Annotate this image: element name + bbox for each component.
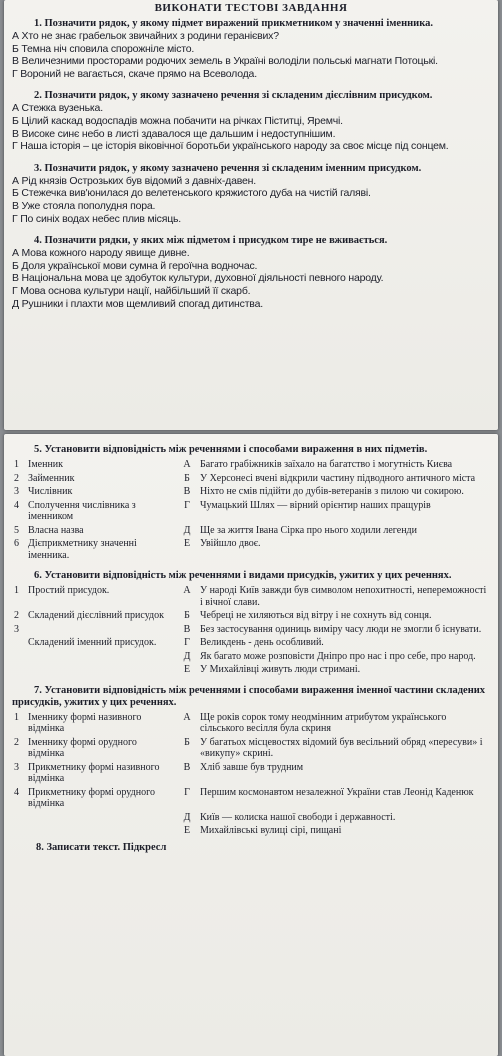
- left-item: Складений іменний присудок.: [28, 637, 157, 648]
- row-number: 3: [14, 623, 19, 635]
- option: Г Вороний не вагається, скаче прямо на Всеволода.: [12, 67, 257, 80]
- left-item: Числівник: [28, 486, 73, 497]
- question-6-title: 6. Установити відповідність між реченнями і видами присудків, ужитих у цих реченнях.: [34, 570, 452, 581]
- row-number: 2: [14, 610, 19, 621]
- right-item: Ще років сорок тому неодмінним атрибутом українського сільського весілля була скриня: [200, 711, 447, 734]
- option: А Хто не знає грабельок звичайних з родини геранієвих?: [12, 30, 279, 42]
- table-row: [12, 499, 490, 524]
- row-number: [12, 824, 26, 838]
- page-header: ВИКОНАТИ ТЕСТОВІ ЗАВДАННЯ: [154, 2, 348, 14]
- row-number: 1: [14, 711, 19, 723]
- option: А Мова кожного народу явище дивне.: [12, 247, 190, 260]
- right-item: Чебреці не хиляються від вітру і не сохнуть від сонця.: [200, 610, 432, 621]
- right-item: Ще за життя Івана Сірка про нього ходили легенди: [200, 524, 417, 536]
- left-item: [26, 824, 176, 838]
- option: В Високе синє небо в листі здавалося ще дальшим і недоступнішим.: [12, 127, 336, 140]
- letter-key: А: [183, 711, 191, 723]
- table-row: [12, 811, 490, 825]
- right-item: Увійшло двоє.: [200, 538, 261, 549]
- letter-key: Б: [184, 610, 190, 621]
- letter-key: Д: [183, 650, 191, 662]
- letter-key: А: [183, 459, 191, 470]
- table-row: [12, 761, 490, 786]
- right-item: У народі Київ завжди був символом непохитності, непереможності і вічної слави.: [200, 585, 487, 608]
- row-number: 6: [14, 538, 19, 549]
- letter-key: Б: [184, 472, 190, 484]
- question-7-title: 7. Установити відповідність між реченнями і способами вираження іменної частини складених присудків, ужитих у цих реченнях.: [12, 684, 486, 708]
- right-item: Михайлівські вулиці сірі, пищані: [200, 825, 342, 836]
- table-row: [12, 736, 490, 761]
- row-number: [12, 811, 26, 825]
- row-number: 3: [14, 486, 19, 497]
- letter-key: Е: [183, 538, 191, 549]
- letter-key: Е: [183, 664, 191, 675]
- letter-key: Д: [183, 524, 191, 536]
- table-row: [12, 524, 490, 538]
- row-number: [12, 650, 26, 664]
- left-item: Займенник: [28, 472, 75, 484]
- left-item: Дієприкметнику значенні іменника.: [28, 538, 137, 561]
- question-4-options: [12, 247, 490, 310]
- right-item: Багато грабіжників заїхало на багатство і могутність Києва: [200, 459, 453, 470]
- table-row: [12, 537, 490, 562]
- right-item: У багатьох місцевостях відомий був весільний обряд «пересуви» і «викупу» скрині.: [200, 736, 483, 759]
- row-number: 4: [14, 786, 19, 798]
- row-number: 1: [14, 585, 19, 596]
- question-2-title: 2. Позначити рядок, у якому зазначено речення зі складеним дієслівним присудком.: [34, 90, 433, 102]
- letter-key: А: [183, 585, 191, 596]
- left-item: [26, 663, 176, 677]
- letter-key: Г: [184, 499, 190, 511]
- option: А Стежка вузенька.: [12, 102, 103, 115]
- option: Г По синіх водах небес плив місяць.: [12, 212, 182, 225]
- letter-key: В: [183, 486, 191, 497]
- upper-page: [4, 0, 498, 430]
- right-item: Без застосування одиниць виміру часу люди не змогли б існувати.: [200, 623, 482, 635]
- row-number: 2: [14, 736, 19, 748]
- option: В Національна мова це здобуток культури, духовної діяльності певного народу.: [12, 272, 384, 285]
- left-item: [26, 811, 176, 825]
- option: Г Наша історія – це історія віковічної боротьби українського народу за своє місце під сонцем.: [12, 140, 449, 153]
- left-item: Прикметнику формі орудного відмінка: [28, 786, 155, 809]
- left-item: Сполучення числівника з іменником: [28, 499, 136, 522]
- table-row: [12, 663, 490, 677]
- letter-key: В: [183, 761, 191, 773]
- row-number: 5: [14, 524, 19, 536]
- right-item: Великдень - день особливий.: [200, 637, 324, 648]
- table-row: [12, 485, 490, 499]
- right-item: Першим космонавтом незалежної України став Леонід Каденюк: [200, 786, 474, 798]
- row-number: 1: [14, 459, 19, 470]
- letter-key: Б: [184, 736, 190, 748]
- question-1-title: 1. Позначити рядок, у якому підмет виражений прикметником у значенні іменника.: [34, 18, 433, 29]
- left-item: Складений дієслівний присудок: [28, 610, 165, 621]
- left-item: Іменнику формі орудного відмінка: [28, 736, 137, 759]
- left-item: Прикметнику формі називного відмінка: [28, 761, 160, 784]
- option: А Рід князів Острозьких був відомий з давніх-давен.: [12, 174, 256, 187]
- right-item: Хліб завше був трудним: [200, 761, 304, 773]
- lower-page: [4, 434, 498, 1056]
- left-item: Іменнику формі називного відмінка: [28, 711, 142, 734]
- table-row: [12, 636, 490, 650]
- question-5-title: 5. Установити відповідність між реченнями і способами вираження в них підметів.: [34, 444, 428, 455]
- question-3-options: [12, 175, 490, 225]
- question-1-options: [12, 30, 490, 80]
- left-item: Власна назва: [28, 524, 84, 536]
- letter-key: Д: [183, 811, 191, 823]
- letter-key: Г: [184, 786, 190, 798]
- right-item: У Михайлівці живуть люди стримані.: [200, 664, 361, 675]
- question-6-table: [12, 584, 490, 677]
- right-item: Як багато може розповісти Дніпро про нас і про себе, про народ.: [200, 650, 476, 662]
- letter-key: Е: [183, 825, 191, 836]
- left-item: [26, 623, 176, 637]
- table-row: [12, 711, 490, 736]
- letter-key: В: [183, 623, 191, 635]
- left-item: Іменник: [28, 459, 64, 470]
- table-row: [12, 584, 490, 609]
- right-item: Чумацький Шлях — вірний орієнтир наших пращурів: [200, 499, 431, 511]
- option: Д Рушники і плахти мов щемливий спогад дитинства.: [12, 297, 263, 310]
- table-row: [12, 623, 490, 637]
- option: Б Цілий каскад водоспадів можна побачити на річках Піститці, Яремчі.: [12, 114, 343, 127]
- question-2-options: [12, 102, 490, 152]
- row-number: 3: [14, 761, 19, 773]
- question-3-title: 3. Позначити рядок, у якому зазначено речення зі складеним іменним присудком.: [34, 162, 422, 174]
- option: Б Доля української мови сумна й героїчна водночас.: [12, 259, 258, 272]
- table-row: [12, 824, 490, 838]
- table-row: [12, 472, 490, 486]
- row-number: [12, 636, 26, 650]
- right-item: Київ — колиска нашої свободи і державності.: [200, 811, 396, 823]
- option: Г Мова основа культури нації, найбільший її скарб.: [12, 284, 251, 297]
- row-number: 4: [14, 499, 19, 511]
- right-item: У Херсонесі вчені відкрили частину підводного античного міста: [200, 472, 476, 484]
- question-5-table: [12, 458, 490, 562]
- row-number: [12, 663, 26, 677]
- left-item: [26, 650, 176, 664]
- option: В Уже стояла пополудня пора.: [12, 199, 156, 212]
- left-item: Простий присудок.: [28, 585, 110, 596]
- row-number: 2: [14, 472, 19, 484]
- question-7-table: [12, 711, 490, 838]
- table-row: [12, 458, 490, 472]
- table-row: [12, 786, 490, 811]
- option: Б Стежечка вив'юнилася до велетенського кряжистого дуба на чистій галяві.: [12, 187, 371, 200]
- question-4-title: 4. Позначити рядки, у яких між підметом і присудком тире не вживається.: [34, 235, 388, 247]
- letter-key: Г: [184, 637, 190, 648]
- table-row: [12, 609, 490, 623]
- option: В Величезними просторами родючих земель в Україні володіли польські магнати Потоцькі.: [12, 55, 438, 68]
- table-row: [12, 650, 490, 664]
- question-8-title: 8. Записати текст. Підкресл: [36, 841, 167, 853]
- option: Б Темна ніч сповила спорожніле місто.: [12, 42, 195, 55]
- right-item: Ніхто не смів підійти до дубів-ветеранів з пилою чи сокирою.: [200, 486, 464, 497]
